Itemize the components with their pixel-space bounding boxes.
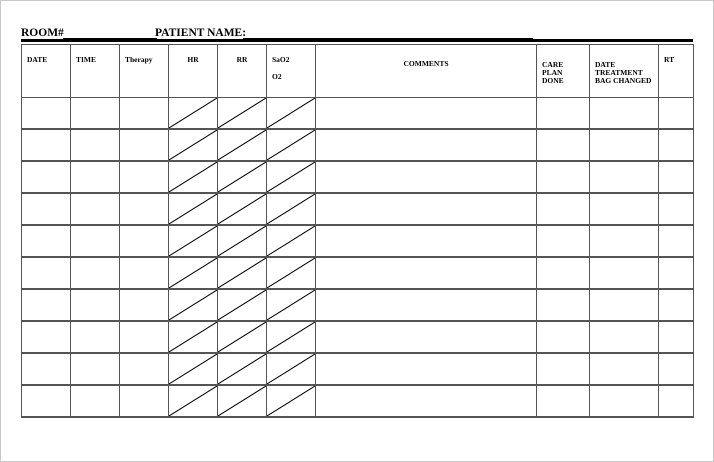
cell-date-treatment-bag-changed[interactable]	[590, 321, 659, 353]
cell-hr[interactable]	[169, 321, 218, 353]
split-cell-diagonal	[169, 130, 217, 160]
cell-date-treatment-bag-changed[interactable]	[590, 289, 659, 321]
cell-rr[interactable]	[218, 289, 267, 321]
cell-date[interactable]	[22, 257, 71, 289]
cell-hr[interactable]	[169, 193, 218, 225]
split-cell-diagonal	[218, 290, 266, 320]
cell-therapy[interactable]	[120, 225, 169, 257]
table-row	[22, 161, 694, 193]
split-cell-diagonal	[267, 386, 315, 416]
cell-date[interactable]	[22, 193, 71, 225]
cell-rt[interactable]	[659, 289, 694, 321]
cell-date-treatment-bag-changed[interactable]	[590, 193, 659, 225]
table-row	[22, 321, 694, 353]
cell-comments[interactable]	[316, 353, 537, 385]
cell-hr[interactable]	[169, 98, 218, 130]
cell-therapy[interactable]	[120, 161, 169, 193]
cell-hr[interactable]	[169, 385, 218, 417]
cell-rr[interactable]	[218, 225, 267, 257]
table-row	[22, 225, 694, 257]
split-cell-diagonal	[218, 322, 266, 352]
cell-date-treatment-bag-changed[interactable]	[590, 129, 659, 161]
cell-date[interactable]	[22, 161, 71, 193]
cell-rt[interactable]	[659, 321, 694, 353]
cell-rt[interactable]	[659, 353, 694, 385]
cell-care-plan-done[interactable]	[537, 289, 590, 321]
cell-sao2-o2[interactable]	[267, 353, 316, 385]
cell-date-treatment-bag-changed[interactable]	[590, 225, 659, 257]
split-cell-diagonal	[218, 194, 266, 224]
table-row	[22, 193, 694, 225]
cell-care-plan-done[interactable]	[537, 98, 590, 130]
col-header-comments: COMMENTS	[316, 45, 537, 98]
split-cell-diagonal	[169, 354, 217, 384]
cell-rr[interactable]	[218, 193, 267, 225]
cell-therapy[interactable]	[120, 257, 169, 289]
cell-rt[interactable]	[659, 257, 694, 289]
cell-rr[interactable]	[218, 385, 267, 417]
split-cell-diagonal	[218, 226, 266, 256]
cell-rr[interactable]	[218, 98, 267, 130]
split-cell-diagonal	[218, 130, 266, 160]
cell-time[interactable]	[71, 289, 120, 321]
header-rule	[21, 39, 693, 42]
room-label: ROOM#	[21, 27, 64, 39]
cell-therapy[interactable]	[120, 321, 169, 353]
table-row	[22, 257, 694, 289]
cell-date[interactable]	[22, 321, 71, 353]
col-header-hr: HR	[169, 45, 218, 98]
split-cell-diagonal	[267, 354, 315, 384]
split-cell-diagonal	[267, 258, 315, 288]
cell-time[interactable]	[71, 385, 120, 417]
cell-time[interactable]	[71, 129, 120, 161]
o2-label: O2	[272, 72, 282, 81]
cell-date[interactable]	[22, 353, 71, 385]
col-header-rt: RT	[659, 45, 694, 98]
cell-care-plan-done[interactable]	[537, 321, 590, 353]
split-cell-diagonal	[267, 322, 315, 352]
cell-time[interactable]	[71, 193, 120, 225]
cell-sao2-o2[interactable]	[267, 193, 316, 225]
cell-time[interactable]	[71, 161, 120, 193]
cell-date[interactable]	[22, 129, 71, 161]
table-row	[22, 289, 694, 321]
cell-comments[interactable]	[316, 321, 537, 353]
split-cell-diagonal	[267, 194, 315, 224]
cell-sao2-o2[interactable]	[267, 257, 316, 289]
cell-hr[interactable]	[169, 289, 218, 321]
cell-comments[interactable]	[316, 193, 537, 225]
col-header-sao2-o2	[267, 45, 316, 98]
cell-rt[interactable]	[659, 225, 694, 257]
cell-rr[interactable]	[218, 129, 267, 161]
cell-rt[interactable]	[659, 385, 694, 417]
cell-hr[interactable]	[169, 353, 218, 385]
cell-time[interactable]	[71, 98, 120, 130]
split-cell-diagonal	[218, 386, 266, 416]
col-header-time: TIME	[71, 45, 120, 98]
cell-hr[interactable]	[169, 225, 218, 257]
split-cell-diagonal	[169, 386, 217, 416]
split-cell-diagonal	[169, 322, 217, 352]
cell-hr[interactable]	[169, 257, 218, 289]
cell-date-treatment-bag-changed[interactable]	[590, 98, 659, 130]
cell-comments[interactable]	[316, 161, 537, 193]
cell-date-treatment-bag-changed[interactable]	[590, 385, 659, 417]
table-row	[22, 98, 694, 130]
cell-rt[interactable]	[659, 161, 694, 193]
split-cell-diagonal	[267, 162, 315, 192]
cell-comments[interactable]	[316, 129, 537, 161]
cell-comments[interactable]	[316, 225, 537, 257]
cell-date[interactable]	[22, 385, 71, 417]
cell-rr[interactable]	[218, 257, 267, 289]
cell-sao2-o2[interactable]	[267, 225, 316, 257]
cell-comments[interactable]	[316, 289, 537, 321]
cell-rr[interactable]	[218, 353, 267, 385]
cell-rt[interactable]	[659, 98, 694, 130]
patient-name-label: PATIENT NAME:	[155, 27, 247, 39]
column-header-row	[22, 45, 694, 98]
cell-sao2-o2[interactable]	[267, 385, 316, 417]
cell-date-treatment-bag-changed[interactable]	[590, 353, 659, 385]
cell-therapy[interactable]	[120, 385, 169, 417]
split-cell-diagonal	[267, 130, 315, 160]
cell-care-plan-done[interactable]	[537, 129, 590, 161]
cell-time[interactable]	[71, 225, 120, 257]
split-cell-diagonal	[169, 290, 217, 320]
cell-therapy[interactable]	[120, 193, 169, 225]
cell-therapy[interactable]	[120, 98, 169, 130]
cell-therapy[interactable]	[120, 289, 169, 321]
cell-date[interactable]	[22, 98, 71, 130]
split-cell-diagonal	[218, 258, 266, 288]
cell-date[interactable]	[22, 289, 71, 321]
cell-therapy[interactable]	[120, 129, 169, 161]
cell-date-treatment-bag-changed[interactable]	[590, 257, 659, 289]
split-cell-diagonal	[218, 162, 266, 192]
col-header-date: DATE	[22, 45, 71, 98]
cell-time[interactable]	[71, 257, 120, 289]
split-cell-diagonal	[169, 226, 217, 256]
split-cell-diagonal	[169, 194, 217, 224]
cell-care-plan-done[interactable]	[537, 225, 590, 257]
cell-therapy[interactable]	[120, 353, 169, 385]
cell-sao2-o2[interactable]	[267, 129, 316, 161]
cell-rt[interactable]	[659, 129, 694, 161]
treatment-log-table	[21, 44, 694, 418]
cell-time[interactable]	[71, 321, 120, 353]
cell-care-plan-done[interactable]	[537, 385, 590, 417]
cell-time[interactable]	[71, 353, 120, 385]
cell-care-plan-done[interactable]	[537, 353, 590, 385]
split-cell-diagonal	[267, 226, 315, 256]
table-row	[22, 129, 694, 161]
col-header-care-plan-done: CARE PLAN DONE	[537, 45, 590, 98]
cell-date-treatment-bag-changed[interactable]	[590, 161, 659, 193]
cell-care-plan-done[interactable]	[537, 257, 590, 289]
cell-rt[interactable]	[659, 193, 694, 225]
col-header-rr: RR	[218, 45, 267, 98]
cell-sao2-o2[interactable]	[267, 161, 316, 193]
col-header-date-treatment-bag-changed: DATE TREATMENT BAG CHANGED	[590, 45, 659, 98]
split-cell-diagonal	[218, 354, 266, 384]
sao2-label: SaO2	[272, 55, 290, 64]
col-header-therapy: Therapy	[120, 45, 169, 98]
cell-hr[interactable]	[169, 161, 218, 193]
split-cell-diagonal	[267, 290, 315, 320]
cell-comments[interactable]	[316, 385, 537, 417]
cell-hr[interactable]	[169, 129, 218, 161]
cell-rr[interactable]	[218, 321, 267, 353]
split-cell-diagonal	[169, 258, 217, 288]
split-cell-diagonal	[218, 98, 266, 128]
split-cell-diagonal	[169, 162, 217, 192]
cell-sao2-o2[interactable]	[267, 321, 316, 353]
cell-comments[interactable]	[316, 98, 537, 130]
cell-sao2-o2[interactable]	[267, 98, 316, 130]
cell-sao2-o2[interactable]	[267, 289, 316, 321]
table-row	[22, 353, 694, 385]
cell-rr[interactable]	[218, 161, 267, 193]
split-cell-diagonal	[169, 98, 217, 128]
split-cell-diagonal	[267, 98, 315, 128]
cell-care-plan-done[interactable]	[537, 161, 590, 193]
cell-date[interactable]	[22, 225, 71, 257]
cell-comments[interactable]	[316, 257, 537, 289]
table-row	[22, 385, 694, 417]
cell-care-plan-done[interactable]	[537, 193, 590, 225]
